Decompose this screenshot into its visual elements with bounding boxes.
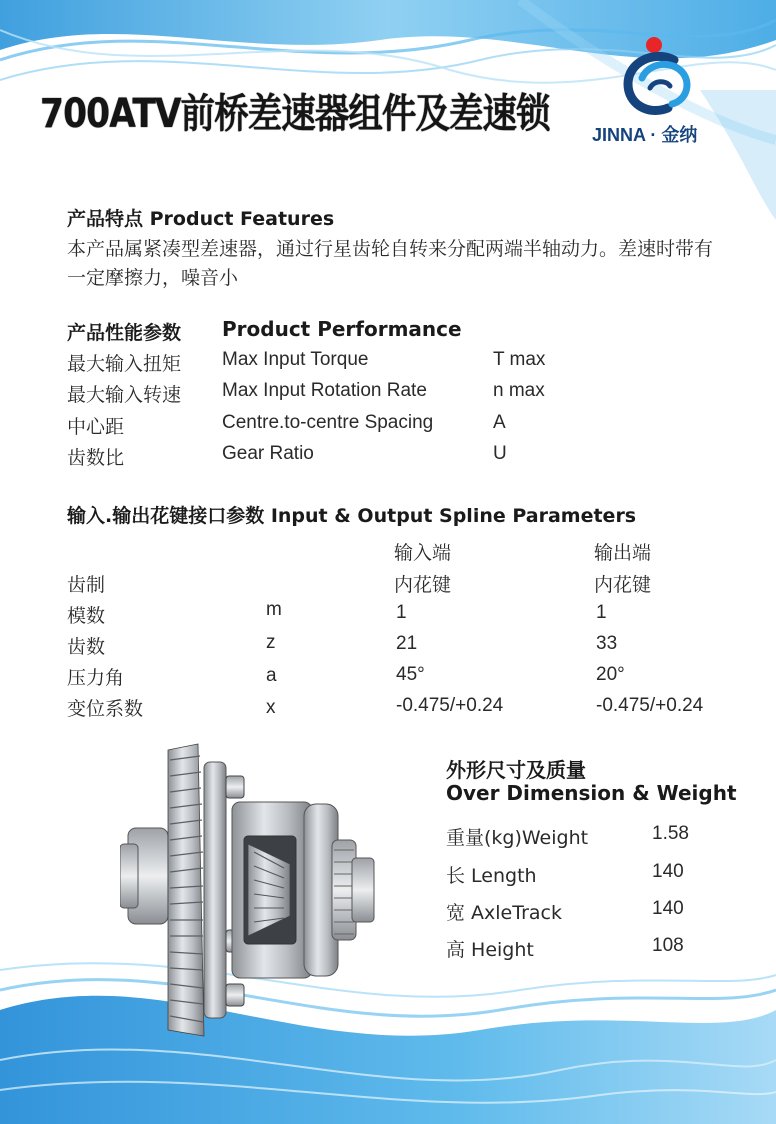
spline-row-sym: a [266, 665, 277, 686]
dimension-value: 140 [652, 898, 684, 919]
dimension-label: 重量(kg)Weight [446, 827, 589, 849]
dimension-value: 1.58 [652, 823, 689, 844]
spline-row-input: 21 [396, 633, 418, 654]
spline-row-label: 压力角 [67, 667, 125, 689]
spline-row-label: 模数 [67, 605, 106, 627]
perf-row-en: Max Input Rotation Rate [222, 380, 427, 401]
perf-row-en: Gear Ratio [222, 443, 314, 464]
spline-row-output: 20° [596, 664, 625, 685]
perf-row-cn: 齿数比 [67, 447, 125, 469]
perf-row-sym: n max [493, 380, 545, 401]
perf-row-cn: 最大输入转速 [67, 384, 182, 406]
dimensions-heading-cn: 外形尺寸及质量 [446, 758, 586, 782]
spline-row-input: 内花键 [394, 574, 452, 596]
performance-heading-cn: 产品性能参数 [67, 322, 182, 344]
spline-row-input: 45° [396, 664, 425, 685]
spline-row-sym: z [266, 632, 276, 653]
dimensions-heading-en: Over Dimension & Weight [446, 781, 737, 805]
jinna-logo-icon [614, 36, 704, 120]
dimension-label: 高 Height [446, 939, 534, 961]
spline-row-input: -0.475/+0.24 [396, 695, 504, 716]
page-title: 700ATV前桥差速器组件及差速锁 [40, 91, 550, 137]
spline-row-output: 1 [596, 602, 607, 623]
spline-row-output: 内花键 [594, 574, 652, 596]
perf-row-cn: 中心距 [67, 416, 125, 438]
spline-row-output: -0.475/+0.24 [596, 695, 704, 716]
dimension-label: 长 Length [446, 865, 537, 887]
differential-assembly-image [120, 740, 390, 1040]
features-description: 本产品属紧凑型差速器，通过行星齿轮自转来分配两端半轴动力。差速时带有一定摩擦力，噪音小 [67, 238, 714, 289]
dimension-value: 108 [652, 935, 684, 956]
dimension-value: 140 [652, 861, 684, 882]
spline-row-sym: m [266, 599, 282, 620]
spline-row-label: 变位系数 [67, 698, 144, 720]
spline-row-input: 1 [396, 602, 407, 623]
perf-row-en: Max Input Torque [222, 349, 369, 370]
perf-row-sym: U [493, 443, 507, 464]
spline-row-sym: x [266, 697, 276, 718]
dimension-label: 宽 AxleTrack [446, 902, 562, 924]
perf-row-sym: A [493, 412, 506, 433]
features-heading: 产品特点 Product Features [67, 208, 335, 230]
spline-row-label: 齿制 [67, 574, 106, 596]
spline-row-output: 33 [596, 633, 618, 654]
spline-row-label: 齿数 [67, 636, 106, 658]
perf-row-cn: 最大输入扭矩 [67, 353, 182, 375]
performance-heading-en: Product Performance [222, 317, 462, 341]
logo-text: JINNA · 金纳 [592, 125, 698, 145]
perf-row-sym: T max [493, 349, 546, 370]
spline-col-input: 输入端 [394, 542, 452, 564]
spline-heading: 输入.输出花键接口参数 Input & Output Spline Parameters [67, 505, 637, 527]
spline-col-output: 输出端 [594, 542, 652, 564]
perf-row-en: Centre.to-centre Spacing [222, 412, 434, 433]
